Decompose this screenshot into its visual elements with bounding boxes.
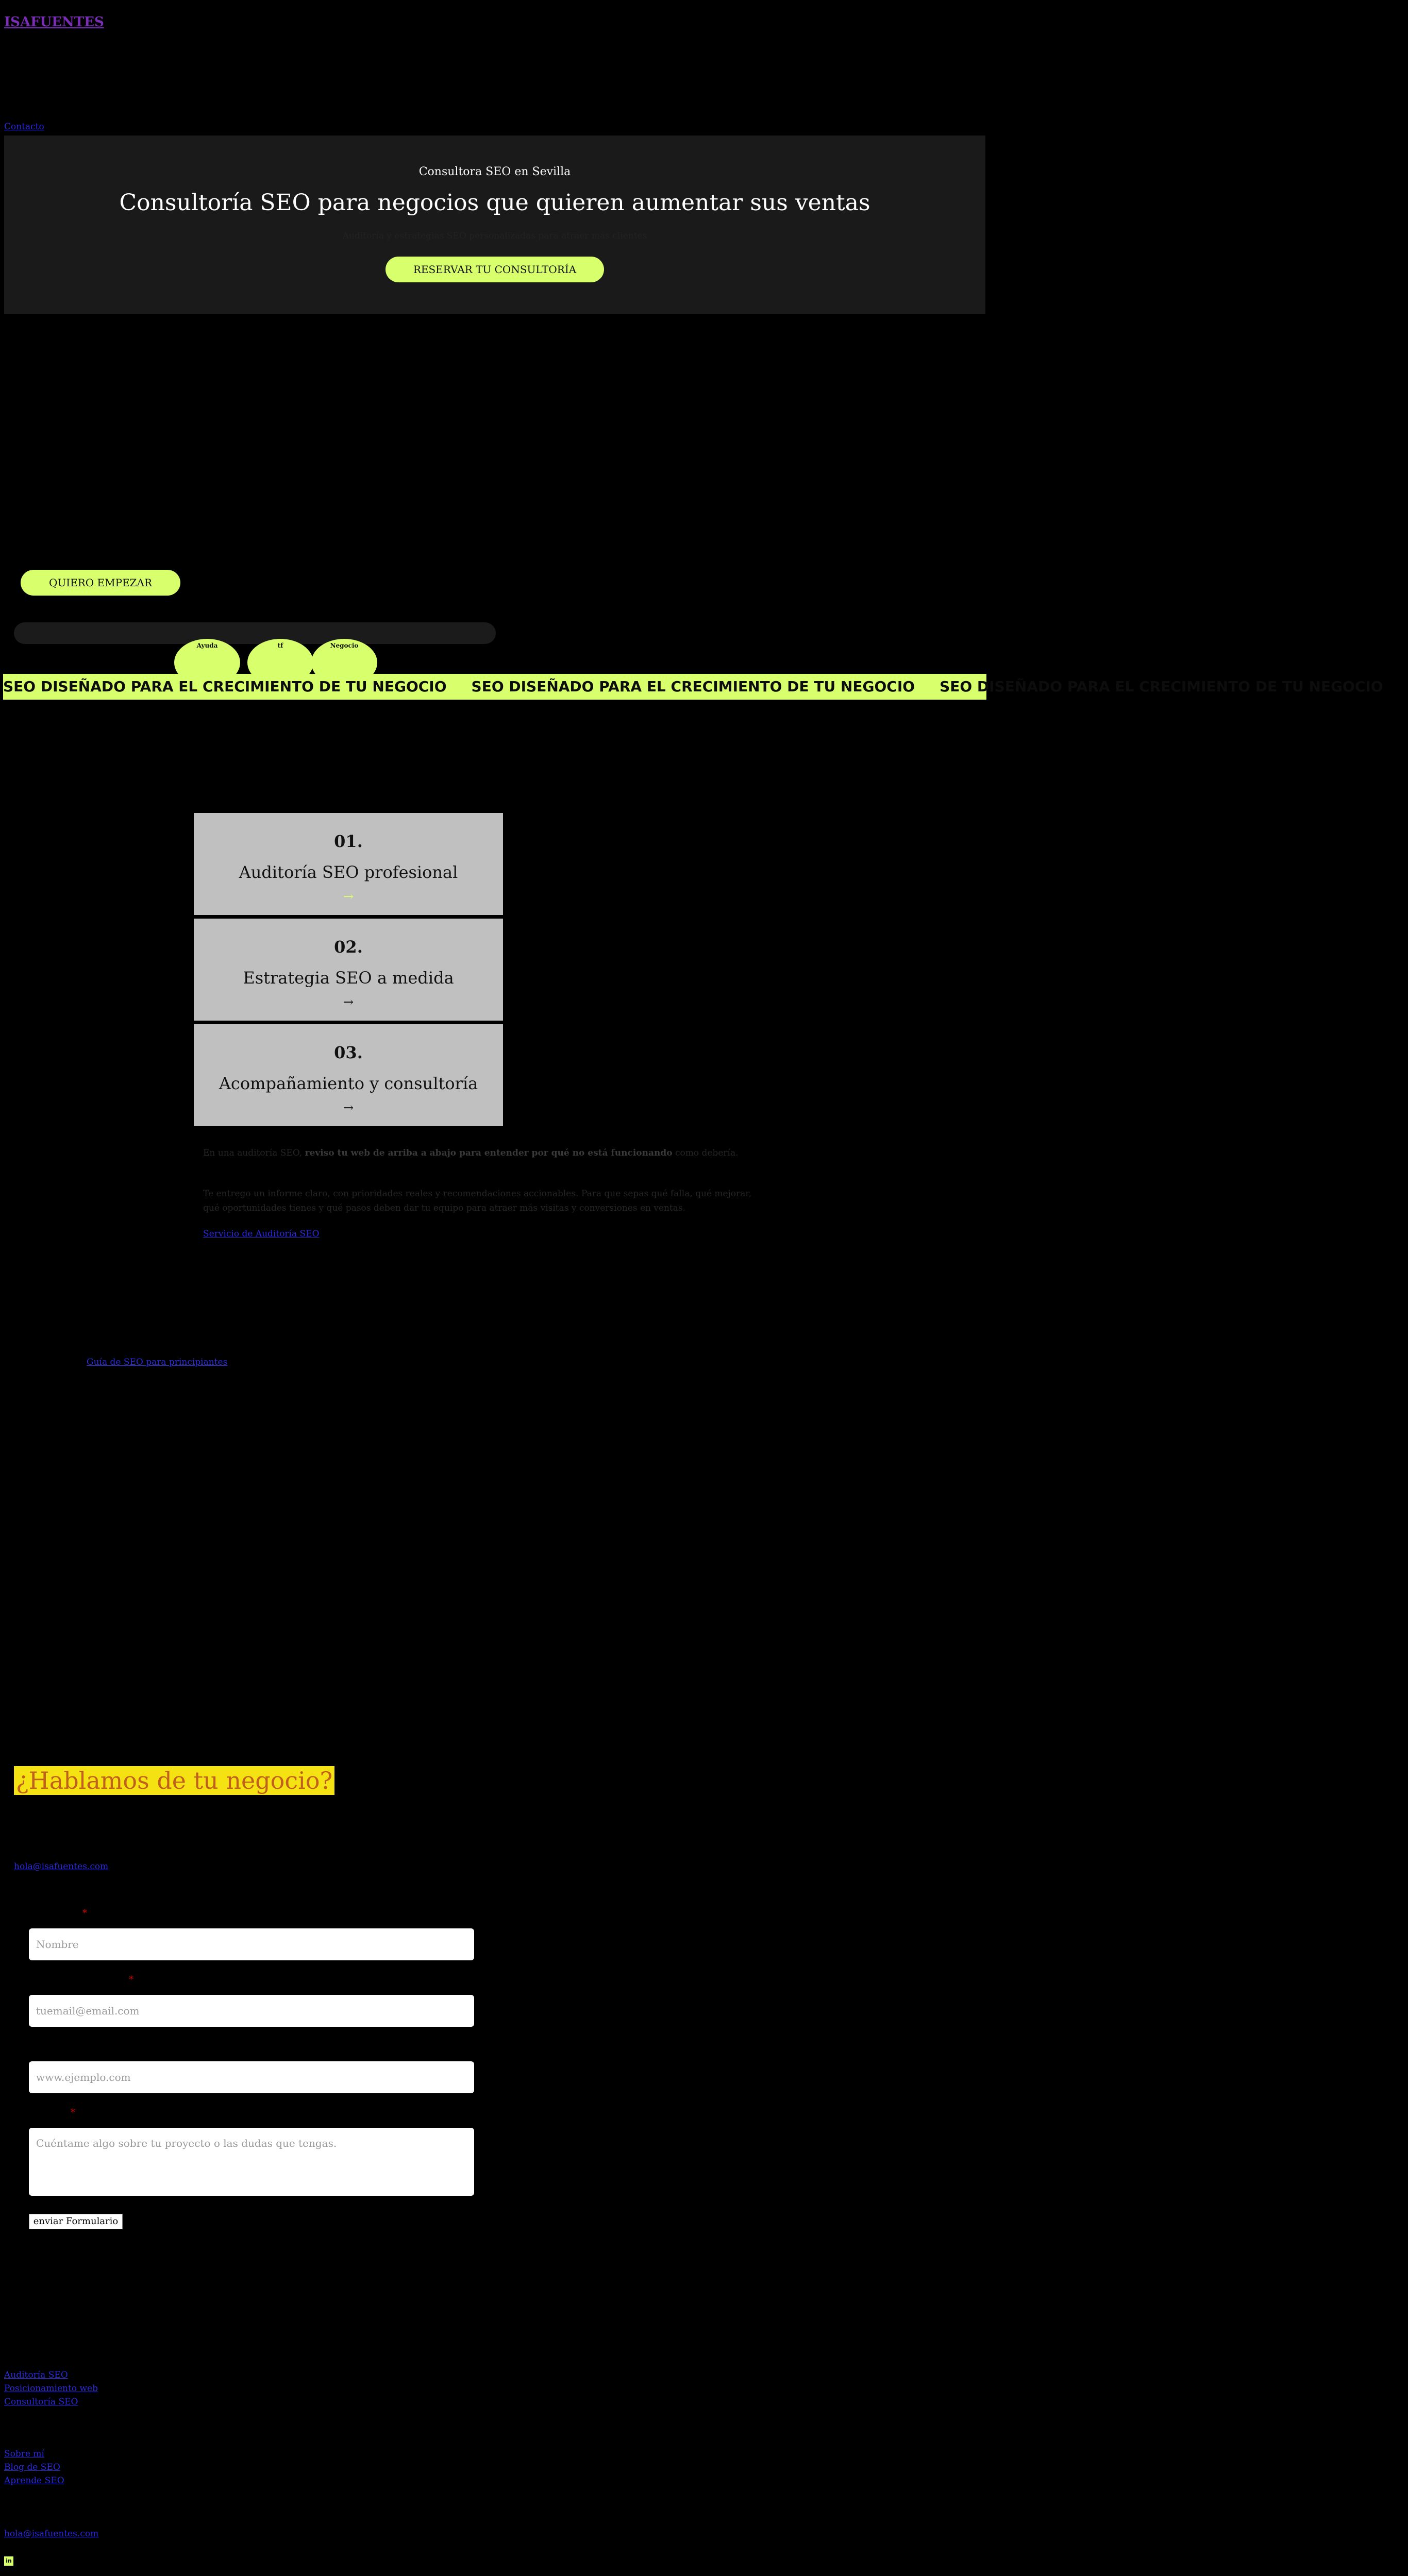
footer-link-learn[interactable]: Aprende SEO	[4, 2476, 64, 2486]
service-title: Auditoría SEO profesional	[239, 862, 458, 882]
footer-link-audit[interactable]: Auditoría SEO	[4, 2370, 68, 2380]
message-field[interactable]: Cuéntame algo sobre tu proyecto o las dudas que tengas.	[29, 2128, 474, 2196]
service-title: Estrategia SEO a medida	[243, 968, 454, 988]
required-mark: *	[129, 1974, 133, 1985]
footer-link-blog[interactable]: Blog de SEO	[4, 2462, 60, 2472]
audit-service-link[interactable]: Servicio de Auditoría SEO	[203, 1229, 320, 1239]
linkedin-icon[interactable]: in	[4, 2556, 13, 2566]
required-mark: *	[82, 1908, 87, 1919]
arrow-right-icon: →	[343, 889, 354, 904]
name-field[interactable]: Nombre	[29, 1928, 474, 1960]
start-button[interactable]: QUIERO EMPEZAR	[21, 570, 180, 596]
marquee-text: SEO DISEÑADO PARA EL CRECIMIENTO DE TU NEGOCIO	[471, 678, 915, 695]
nav-contact-link[interactable]: Contacto	[4, 122, 44, 132]
marquee-text: SEO DISEÑADO PARA EL CRECIMIENTO DE TU NEGOCIO	[3, 678, 447, 695]
service-number: 03.	[334, 1043, 363, 1062]
bubble-label: Negocio	[330, 642, 359, 649]
intro-text: En una auditoría SEO,	[203, 1148, 305, 1158]
service-number: 02.	[334, 937, 363, 957]
marquee-banner	[3, 674, 1383, 700]
website-field[interactable]: www.ejemplo.com	[29, 2061, 474, 2093]
footer-email-link[interactable]: hola@isafuentes.com	[4, 2529, 99, 2539]
contact-email-link[interactable]: hola@isafuentes.com	[14, 1861, 109, 1872]
hero-eyebrow: Consultora SEO en Sevilla	[418, 165, 571, 178]
arrow-right-icon: →	[343, 995, 354, 1009]
hero-subtitle: Auditoría y estrategias SEO personalizadas para atraer más clientes	[342, 231, 647, 241]
bubble-label: Ayuda	[196, 642, 218, 649]
required-mark: *	[71, 2107, 75, 2118]
marquee-text: SEO DISEÑADO PARA EL CRECIMIENTO DE TU NEGOCIO	[940, 678, 1383, 695]
footer-link-positioning[interactable]: Posicionamiento web	[4, 2383, 98, 2394]
intro-paragraph-1	[203, 1146, 760, 1160]
bubble-label: tf	[277, 642, 283, 649]
intro-text: como debería.	[672, 1148, 739, 1158]
service-card-consulting[interactable]	[194, 1024, 503, 1126]
contact-heading: ¿Hablamos de tu negocio?	[14, 1766, 334, 1795]
book-consultation-button[interactable]: RESERVAR TU CONSULTORÍA	[385, 257, 604, 282]
hero-title: Consultoría SEO para negocios que quieren aumentar sus ventas	[119, 190, 870, 216]
email-field[interactable]: tuemail@email.com	[29, 1995, 474, 2027]
service-number: 01.	[334, 832, 363, 851]
marquee-track	[3, 674, 1408, 700]
service-title: Acompañamiento y consultoría	[219, 1074, 478, 1093]
service-card-audit[interactable]	[194, 813, 503, 915]
service-card-strategy[interactable]	[194, 919, 503, 1021]
logo-link[interactable]: ISAFUENTES	[4, 14, 104, 30]
seo-guide-link[interactable]: Guía de SEO para principiantes	[87, 1357, 228, 1367]
hero-section	[4, 135, 985, 314]
arrow-right-icon: →	[343, 1100, 354, 1115]
intro-bold-text: reviso tu web de arriba a abajo para entender por qué no está funcionando	[305, 1148, 673, 1158]
submit-button[interactable]: enviar Formulario	[29, 2214, 123, 2229]
footer-link-consulting[interactable]: Consultoría SEO	[4, 2397, 78, 2407]
footer-link-about[interactable]: Sobre mí	[4, 2449, 44, 2459]
intro-paragraph-2: Te entrego un informe claro, con prioridades reales y recomendaciones accionables. Para que sepas qué falla, qué mejorar, qué oportunidades tienes y qué pasos deben dar tu equipo para atraer más visitas y conversiones en ventas.	[203, 1189, 752, 1213]
